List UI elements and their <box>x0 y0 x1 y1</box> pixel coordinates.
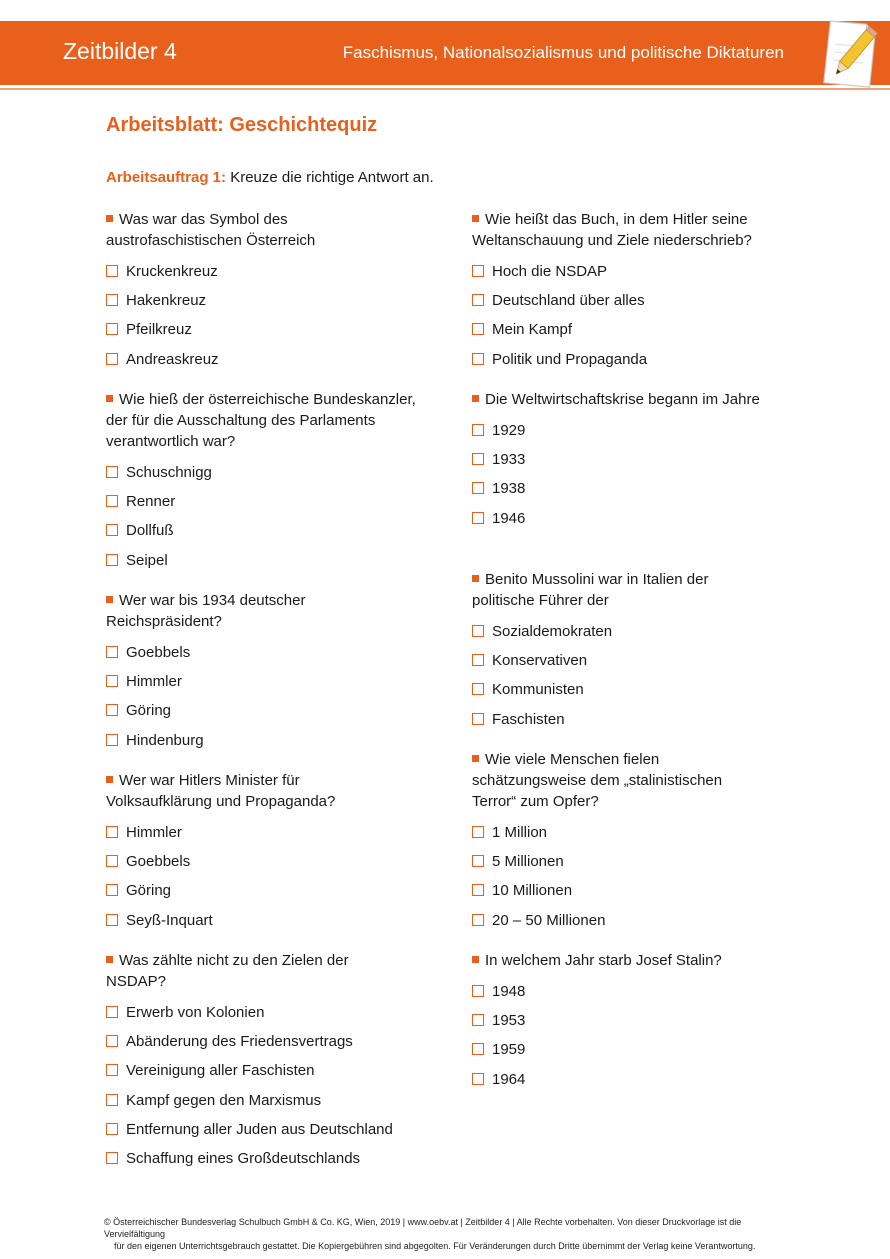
answer-option[interactable]: Schaffung eines Großdeutschlands <box>106 1144 376 1173</box>
answer-option[interactable]: Entfernung aller Juden aus Deutschland <box>106 1115 376 1144</box>
checkbox[interactable] <box>472 1014 484 1026</box>
bullet-icon <box>472 755 479 762</box>
task-instruction <box>106 169 434 186</box>
answer-option[interactable]: 1938 <box>472 474 802 503</box>
question-block <box>472 209 782 374</box>
answer-option[interactable]: 1953 <box>472 1006 772 1035</box>
checkbox[interactable] <box>106 353 118 365</box>
question-block <box>472 749 742 935</box>
answer-option[interactable]: 1948 <box>472 977 772 1006</box>
worksheet-title: Arbeitsblatt: Geschichtequiz <box>106 114 378 136</box>
answer-option[interactable]: Schuschnigg <box>106 458 426 487</box>
question-block <box>106 389 426 575</box>
checkbox[interactable] <box>106 1064 118 1076</box>
answer-option[interactable]: 1933 <box>472 445 802 474</box>
answer-option[interactable]: Hindenburg <box>106 726 346 755</box>
answer-option[interactable]: Kommunisten <box>472 675 742 704</box>
question-block <box>106 590 346 755</box>
checkbox[interactable] <box>472 855 484 867</box>
question-text: Was zählte nicht zu den Zielen der NSDAP? <box>106 952 349 990</box>
answer-option[interactable]: Göring <box>106 696 346 725</box>
bullet-icon <box>106 215 113 222</box>
bullet-icon <box>472 215 479 222</box>
header-bar <box>0 21 890 85</box>
checkbox[interactable] <box>472 482 484 494</box>
answer-option[interactable]: 1929 <box>472 416 802 445</box>
checkbox[interactable] <box>106 466 118 478</box>
question-text: Was war das Symbol des austrofaschistischen Österreich <box>106 211 316 249</box>
question-text: Wie heißt das Buch, in dem Hitler seine Weltanschauung und Ziele niederschrieb? <box>472 211 752 249</box>
answer-option[interactable]: Erwerb von Kolonien <box>106 998 376 1027</box>
answer-option[interactable]: 1946 <box>472 504 802 533</box>
answer-option[interactable]: Himmler <box>106 818 366 847</box>
question-text: In welchem Jahr starb Josef Stalin? <box>472 950 772 971</box>
question-block <box>472 950 772 1094</box>
answer-option[interactable]: 20 – 50 Millionen <box>472 906 742 935</box>
checkbox[interactable] <box>472 625 484 637</box>
answer-option[interactable]: Vereinigung aller Faschisten <box>106 1056 376 1085</box>
checkbox[interactable] <box>106 675 118 687</box>
checkbox[interactable] <box>106 323 118 335</box>
question-text: Wie viele Menschen fielen schätzungsweise dem „stalinistischen Terror“ zum Opfer? <box>472 751 723 810</box>
answer-option[interactable]: Seyß-Inquart <box>106 906 366 935</box>
question-block <box>472 389 802 533</box>
question-text: Benito Mussolini war in Italien der politische Führer der <box>472 571 709 609</box>
answer-option[interactable]: Hakenkreuz <box>106 286 426 315</box>
answer-option[interactable]: 1 Million <box>472 818 742 847</box>
footer-line-2: für den eigenen Unterrichtsgebrauch gestattet. Die Kopiergebühren sind abgegolten. Für Veränderungen durch Dritte übernimmt der Verlag keine Verantwortung. <box>114 1241 756 1251</box>
checkbox[interactable] <box>106 1152 118 1164</box>
footer-line-1: © Österreichischer Bundesverlag Schulbuch GmbH & Co. KG, Wien, 2019 | www.oebv.at | Zeitbilder 4 | Alle Rechte vorbehalten. Von dieser Druckvorlage ist die Vervielfältigung <box>104 1217 742 1239</box>
checkbox[interactable] <box>472 294 484 306</box>
checkbox[interactable] <box>472 654 484 666</box>
answer-option[interactable]: Politik und Propaganda <box>472 345 782 374</box>
bullet-icon <box>472 956 479 963</box>
question-text: Die Weltwirtschaftskrise begann im Jahre <box>472 389 802 410</box>
checkbox[interactable] <box>472 985 484 997</box>
answer-option[interactable]: Dollfuß <box>106 516 426 545</box>
checkbox[interactable] <box>472 713 484 725</box>
answer-option[interactable]: Himmler <box>106 667 346 696</box>
checkbox[interactable] <box>106 1094 118 1106</box>
answer-option[interactable]: 5 Millionen <box>472 847 742 876</box>
answer-option[interactable]: Kampf gegen den Marxismus <box>106 1086 376 1115</box>
question-block <box>106 209 426 374</box>
checkbox[interactable] <box>106 855 118 867</box>
checkbox[interactable] <box>106 495 118 507</box>
answer-option[interactable]: Pfeilkreuz <box>106 315 426 344</box>
checkbox[interactable] <box>106 646 118 658</box>
checkbox[interactable] <box>106 1035 118 1047</box>
answer-option[interactable]: Göring <box>106 876 366 905</box>
answer-option[interactable]: Sozialdemokraten <box>472 617 742 646</box>
answer-option[interactable]: Andreaskreuz <box>106 345 426 374</box>
answer-option[interactable]: Konservativen <box>472 646 742 675</box>
brand-title: Zeitbilder 4 <box>63 38 177 64</box>
answer-option[interactable]: Faschisten <box>472 705 742 734</box>
checkbox[interactable] <box>106 1006 118 1018</box>
question-block <box>106 950 393 1173</box>
answer-option[interactable]: Goebbels <box>106 638 346 667</box>
checkbox[interactable] <box>106 826 118 838</box>
question-text: Wie hieß der österreichische Bundeskanzler, der für die Ausschaltung des Parlaments verantwortlich war? <box>106 391 416 450</box>
checkbox[interactable] <box>106 265 118 277</box>
answer-option[interactable]: Renner <box>106 487 426 516</box>
bullet-icon <box>472 395 479 402</box>
answer-option[interactable]: Seipel <box>106 546 426 575</box>
checkbox[interactable] <box>106 1123 118 1135</box>
answer-option[interactable]: 1959 <box>472 1035 772 1064</box>
task-label: Arbeitsauftrag 1: <box>106 169 227 186</box>
checkbox[interactable] <box>106 884 118 896</box>
answer-option[interactable]: Mein Kampf <box>472 315 782 344</box>
checkbox[interactable] <box>106 554 118 566</box>
checkbox[interactable] <box>106 734 118 746</box>
checkbox[interactable] <box>472 1073 484 1085</box>
bullet-icon <box>106 596 113 603</box>
checkbox[interactable] <box>472 1043 484 1055</box>
checkbox[interactable] <box>472 265 484 277</box>
answer-option[interactable]: Deutschland über alles <box>472 286 782 315</box>
checkbox[interactable] <box>472 424 484 436</box>
bullet-icon <box>472 575 479 582</box>
checkbox[interactable] <box>106 914 118 926</box>
bullet-icon <box>106 776 113 783</box>
checkbox[interactable] <box>106 704 118 716</box>
bullet-icon <box>106 395 113 402</box>
checkbox[interactable] <box>472 353 484 365</box>
checkbox[interactable] <box>472 323 484 335</box>
checkbox[interactable] <box>472 683 484 695</box>
checkbox[interactable] <box>106 524 118 536</box>
checkbox[interactable] <box>106 294 118 306</box>
question-block <box>472 569 742 734</box>
checkbox[interactable] <box>472 914 484 926</box>
checkbox[interactable] <box>472 826 484 838</box>
header-divider <box>0 88 890 90</box>
subject-title: Faschismus, Nationalsozialismus und politische Diktaturen <box>342 43 784 62</box>
question-block <box>106 770 366 935</box>
question-text: Wer war Hitlers Minister für Volksaufklärung und Propaganda? <box>106 772 336 810</box>
answer-option[interactable]: Kruckenkreuz <box>106 257 426 286</box>
bullet-icon <box>106 956 113 963</box>
answer-option[interactable]: Hoch die NSDAP <box>472 257 782 286</box>
checkbox[interactable] <box>472 884 484 896</box>
answer-option[interactable]: Abänderung des Friedensvertrags <box>106 1027 376 1056</box>
pencil-paper-icon <box>818 16 880 92</box>
answer-option[interactable]: 10 Millionen <box>472 876 742 905</box>
copyright-footer <box>104 1216 794 1252</box>
answer-option[interactable]: 1964 <box>472 1065 772 1094</box>
question-text: Wer war bis 1934 deutscher Reichspräsident? <box>106 592 306 630</box>
answer-option[interactable]: Goebbels <box>106 847 366 876</box>
checkbox[interactable] <box>472 453 484 465</box>
checkbox[interactable] <box>472 512 484 524</box>
task-text: Kreuze die richtige Antwort an. <box>226 169 434 186</box>
